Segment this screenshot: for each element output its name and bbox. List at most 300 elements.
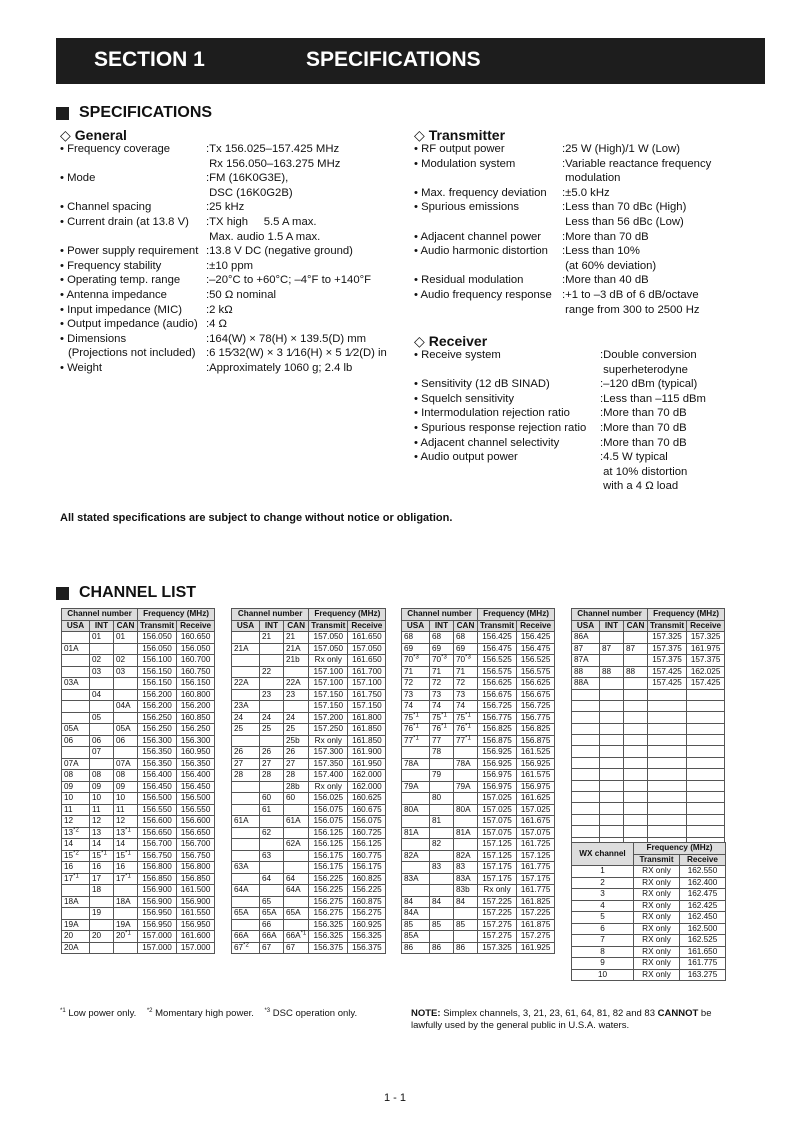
table-cell: 156.575 <box>478 666 517 678</box>
column-header: INT <box>600 620 624 632</box>
table-cell: 157.025 <box>478 804 517 816</box>
column-header: INT <box>90 620 114 632</box>
spec-value: :±10 ppm <box>206 259 254 272</box>
table-cell: 156.425 <box>517 632 555 644</box>
table-cell: 7 <box>572 935 634 947</box>
table-cell: 8 <box>572 946 634 958</box>
table-cell <box>600 723 624 734</box>
group-header-frequency: Frequency (MHz) <box>648 609 725 621</box>
table-cell: RX only <box>634 946 680 958</box>
table-cell: 156.375 <box>309 942 348 954</box>
table-cell: 4 <box>572 900 634 912</box>
table-row <box>402 655 555 667</box>
table-cell <box>454 908 478 920</box>
table-cell: 18 <box>90 885 114 897</box>
spec-row <box>60 200 387 215</box>
spec-row <box>60 230 387 245</box>
table-row <box>402 735 555 747</box>
table-cell <box>572 769 600 780</box>
table-cell <box>260 701 284 713</box>
table-cell: Rx only <box>309 655 348 667</box>
table-cell: 78A <box>454 758 478 770</box>
table-cell: 156.900 <box>177 896 215 908</box>
table-row <box>402 632 555 644</box>
section-number: SECTION 1 <box>94 48 205 71</box>
group-header-channel: Channel number <box>572 609 648 621</box>
table-row <box>62 666 215 678</box>
table-row <box>572 958 726 970</box>
table-cell: 156.225 <box>348 885 386 897</box>
table-cell: 157.125 <box>478 850 517 862</box>
table-cell: 162.000 <box>348 781 386 793</box>
table-cell: 157.125 <box>517 850 555 862</box>
column-header: Receive <box>348 620 386 632</box>
table-cell: 157.225 <box>478 896 517 908</box>
table-row <box>402 712 555 724</box>
table-cell <box>648 814 687 825</box>
table-cell: 16 <box>114 862 138 874</box>
table-row <box>232 689 386 701</box>
table-cell: 156.975 <box>478 770 517 782</box>
table-cell: 156.750 <box>138 850 177 862</box>
table-row <box>232 942 386 954</box>
table-cell: 156.250 <box>138 712 177 724</box>
spec-label <box>414 215 562 230</box>
table-cell <box>600 826 624 837</box>
table-cell <box>90 942 114 954</box>
table-cell <box>90 919 114 931</box>
spec-value: :More than 70 dB <box>600 436 687 449</box>
table-cell: 60 <box>260 793 284 805</box>
table-cell <box>62 655 90 667</box>
table-cell: 10 <box>114 793 138 805</box>
table-cell: 156.300 <box>177 735 215 747</box>
table-row <box>402 701 555 713</box>
spec-label: • Intermodulation rejection ratio <box>414 407 570 420</box>
spec-value: :+1 to –3 dB of 6 dB/octave <box>562 288 699 301</box>
table-cell <box>62 712 90 724</box>
table-row <box>62 873 215 885</box>
table-cell: 01 <box>114 632 138 644</box>
table-row <box>232 781 386 793</box>
spec-value: :Variable reactance frequency <box>562 157 712 170</box>
table-cell: 83 <box>454 862 478 874</box>
table-cell: 27 <box>284 758 309 770</box>
column-header: Receive <box>680 854 726 866</box>
table-cell: 09 <box>90 781 114 793</box>
table-cell: 161.700 <box>348 666 386 678</box>
table-row <box>62 632 215 644</box>
spec-row <box>60 157 387 172</box>
table-cell <box>232 655 260 667</box>
table-cell: 05A <box>62 724 90 736</box>
table-cell: 14 <box>90 839 114 851</box>
section-title: SPECIFICATIONS <box>306 48 481 71</box>
table-cell: 162.450 <box>680 912 726 924</box>
table-cell: 61 <box>260 804 284 816</box>
spec-row <box>60 273 387 288</box>
table-cell: 87 <box>572 643 600 655</box>
table-cell: 28b <box>284 781 309 793</box>
table-row <box>402 678 555 690</box>
table-cell <box>687 769 725 780</box>
table-row <box>572 757 725 768</box>
table-row <box>572 803 725 814</box>
table-cell <box>648 689 687 700</box>
table-cell: 74 <box>454 701 478 713</box>
table-cell: 76$^{*1}$ <box>402 724 430 736</box>
table-cell: 04 <box>90 689 114 701</box>
table-cell <box>260 862 284 874</box>
table-row <box>572 946 726 958</box>
spec-value: at 10% distortion <box>600 465 688 478</box>
table-cell: 67 <box>260 942 284 954</box>
table-cell: 68 <box>454 632 478 644</box>
group-header-frequency: Frequency (MHz) <box>138 609 215 621</box>
table-cell: 156.900 <box>138 896 177 908</box>
table-cell <box>572 712 600 723</box>
table-cell <box>687 780 725 791</box>
table-cell: 156.650 <box>177 827 215 839</box>
table-row <box>62 885 215 897</box>
table-cell: 85A <box>402 931 430 943</box>
table-cell: 161.875 <box>517 919 555 931</box>
table-row <box>62 747 215 759</box>
spec-row <box>414 171 711 186</box>
table-cell: 156.875 <box>478 735 517 747</box>
table-cell <box>114 689 138 701</box>
group-header-frequency: Frequency (MHz) <box>309 609 386 621</box>
table-cell: 156.800 <box>138 862 177 874</box>
table-cell: 23 <box>284 689 309 701</box>
table-row <box>232 896 386 908</box>
table-cell <box>624 632 648 644</box>
wx-frequency-header: Frequency (MHz) <box>634 843 726 855</box>
spec-label: • Audio harmonic distortion <box>414 245 548 258</box>
spec-label: • Current drain (at 13.8 V) <box>60 215 189 228</box>
table-cell <box>687 723 725 734</box>
table-cell: 5 <box>572 912 634 924</box>
table-row <box>232 758 386 770</box>
table-cell: 156.775 <box>478 712 517 724</box>
table-row <box>62 655 215 667</box>
table-cell <box>600 792 624 803</box>
spec-value: :Approximately 1060 g; 2.4 lb <box>206 361 353 374</box>
spec-label: • Dimensions <box>60 332 127 345</box>
table-cell: 157.375 <box>648 643 687 655</box>
diamond-icon: ◇ <box>414 333 425 349</box>
table-cell: 156.400 <box>138 770 177 782</box>
table-cell: 156.325 <box>309 931 348 943</box>
table-row <box>402 804 555 816</box>
spec-label: (Projections not included) <box>68 347 196 360</box>
table-cell: 157.000 <box>138 942 177 954</box>
table-cell: 21 <box>284 632 309 644</box>
spec-label: • Antenna impedance <box>60 288 167 301</box>
table-cell <box>232 873 260 885</box>
table-cell: RX only <box>634 958 680 970</box>
table-cell <box>260 678 284 690</box>
spec-label <box>414 479 600 494</box>
table-row <box>62 758 215 770</box>
table-row <box>232 655 386 667</box>
spec-label: • Audio frequency response <box>414 288 552 301</box>
spec-row <box>414 406 706 421</box>
table-cell: 19 <box>90 908 114 920</box>
table-cell: 161.650 <box>348 655 386 667</box>
table-cell: 81A <box>402 827 430 839</box>
table-cell: 21A <box>232 643 260 655</box>
table-cell: 07A <box>62 758 90 770</box>
table-row <box>402 643 555 655</box>
table-cell: 156.450 <box>138 781 177 793</box>
footnote-1: $^{*1}$ Low power only. <box>60 1007 137 1019</box>
table-row <box>232 770 386 782</box>
table-cell: 157.175 <box>478 873 517 885</box>
table-cell: 161.725 <box>517 839 555 851</box>
table-row <box>232 839 386 851</box>
table-cell: 160.775 <box>348 850 386 862</box>
table-row <box>232 747 386 759</box>
table-cell: 03A <box>62 678 90 690</box>
table-cell: 160.650 <box>177 632 215 644</box>
table-cell: 77 <box>430 735 454 747</box>
table-row <box>232 931 386 943</box>
table-cell: 84 <box>454 896 478 908</box>
spec-value: :Double conversion <box>600 349 697 361</box>
spec-value: :13.8 V DC (negative ground) <box>206 245 353 258</box>
table-cell: 66 <box>260 919 284 931</box>
spec-value: :Less than –115 dBm <box>600 392 706 405</box>
table-cell: 157.000 <box>177 942 215 954</box>
diamond-icon: ◇ <box>414 127 425 143</box>
spec-row <box>60 332 387 347</box>
table-cell: 79A <box>454 781 478 793</box>
table-cell <box>62 747 90 759</box>
table-cell: 156.075 <box>309 816 348 828</box>
spec-value: :6 15⁄32(W) × 3 1⁄16(H) × 5 1⁄2(D) in <box>206 347 387 360</box>
table-cell <box>430 873 454 885</box>
table-cell: 16 <box>90 862 114 874</box>
table-row <box>62 701 215 713</box>
table-cell <box>572 792 600 803</box>
spec-value: :164(W) × 78(H) × 139.5(D) mm <box>206 332 367 345</box>
table-cell: 84 <box>430 896 454 908</box>
table-row <box>232 885 386 897</box>
table-cell: 156.950 <box>177 919 215 931</box>
table-row <box>62 643 215 655</box>
table-cell: 62 <box>260 827 284 839</box>
table-cell: 23 <box>260 689 284 701</box>
table-cell: RX only <box>634 900 680 912</box>
table-cell <box>284 804 309 816</box>
table-cell <box>90 758 114 770</box>
spec-label: • Modulation system <box>414 157 516 170</box>
table-row <box>232 678 386 690</box>
table-cell <box>600 712 624 723</box>
column-header: Transmit <box>634 854 680 866</box>
table-cell <box>62 701 90 713</box>
table-cell <box>687 689 725 700</box>
table-cell: 77$^{*1}$ <box>454 735 478 747</box>
table-cell: 22A <box>232 678 260 690</box>
table-cell: 28 <box>232 770 260 782</box>
section-header-bar <box>56 38 765 84</box>
spec-value: :25 W (High)/1 W (Low) <box>562 143 681 155</box>
table-cell: 161.650 <box>348 632 386 644</box>
table-row <box>62 724 215 736</box>
group-header-frequency: Frequency (MHz) <box>478 609 555 621</box>
spec-row <box>60 288 387 303</box>
table-cell: 12 <box>114 816 138 828</box>
table-row <box>402 747 555 759</box>
table-cell: 12 <box>62 816 90 828</box>
table-cell: 03 <box>90 666 114 678</box>
spec-value: :Less than 10% <box>562 245 640 258</box>
spec-value: Rx 156.050–163.275 MHz <box>206 157 341 170</box>
table-cell <box>232 804 260 816</box>
table-cell: 65A <box>284 908 309 920</box>
table-cell <box>600 735 624 746</box>
table-cell <box>572 746 600 757</box>
table-cell <box>232 919 260 931</box>
column-header: Transmit <box>138 620 177 632</box>
table-row <box>572 923 726 935</box>
table-row <box>402 839 555 851</box>
table-cell <box>232 666 260 678</box>
spec-value: :FM (16K0G3E), <box>206 172 289 185</box>
spec-row <box>414 436 706 451</box>
table-cell: 160.825 <box>348 873 386 885</box>
table-cell <box>454 747 478 759</box>
table-cell: 156.575 <box>517 666 555 678</box>
table-cell: 74 <box>430 701 454 713</box>
table-cell <box>624 700 648 711</box>
table-cell: 14 <box>114 839 138 851</box>
table-cell: 156.400 <box>177 770 215 782</box>
table-cell: 25 <box>284 724 309 736</box>
table-cell <box>624 723 648 734</box>
table-cell <box>62 666 90 678</box>
spec-label: • Residual modulation <box>414 274 524 287</box>
table-cell: 76$^{*1}$ <box>454 724 478 736</box>
table-cell: 156.850 <box>177 873 215 885</box>
table-cell: 07 <box>90 747 114 759</box>
table-row <box>572 655 725 667</box>
table-cell <box>260 655 284 667</box>
table-cell <box>90 724 114 736</box>
table-cell <box>600 757 624 768</box>
table-cell: 156.875 <box>517 735 555 747</box>
table-cell: 156.625 <box>478 678 517 690</box>
channel-note: NOTE: Simplex channels, 3, 21, 23, 61, 64, 81, 82 and 83 CANNOT be lawfully used by the general public in U.S.A. waters. <box>411 1008 712 1031</box>
table-cell: 157.300 <box>309 747 348 759</box>
spec-row <box>60 142 387 157</box>
table-cell: 157.350 <box>309 758 348 770</box>
table-cell: 156.250 <box>138 724 177 736</box>
table-cell: 80 <box>430 793 454 805</box>
table-cell <box>402 747 430 759</box>
table-cell <box>648 792 687 803</box>
table-cell: 17$^{*1}$ <box>62 873 90 885</box>
table-cell: 157.225 <box>478 908 517 920</box>
table-cell: 162.550 <box>680 866 726 878</box>
table-cell: 156.950 <box>138 908 177 920</box>
table-row <box>402 816 555 828</box>
table-row <box>232 701 386 713</box>
spec-value: range from 300 to 2500 Hz <box>562 303 700 316</box>
table-cell <box>624 803 648 814</box>
receiver-heading: ◇ Receiver <box>414 333 488 349</box>
table-cell: 157.400 <box>309 770 348 782</box>
table-cell <box>260 816 284 828</box>
table-cell: 77$^{*1}$ <box>402 735 430 747</box>
table-cell: RX only <box>634 969 680 981</box>
table-cell: 65A <box>260 908 284 920</box>
transmitter-heading: ◇ Transmitter <box>414 127 506 143</box>
table-cell <box>232 896 260 908</box>
table-cell: 71 <box>402 666 430 678</box>
footnote-3: $^{*3}$ DSC operation only. <box>264 1007 358 1019</box>
table-cell <box>402 862 430 874</box>
table-cell <box>114 712 138 724</box>
table-cell <box>454 816 478 828</box>
table-cell: 73 <box>402 689 430 701</box>
table-cell: 86A <box>572 632 600 644</box>
spec-value: :50 Ω nominal <box>206 288 276 301</box>
table-cell: 20A <box>62 942 90 954</box>
table-cell: 156.325 <box>348 931 386 943</box>
table-row <box>62 908 215 920</box>
table-cell: 17 <box>90 873 114 885</box>
table-cell: RX only <box>634 935 680 947</box>
table-cell: 156.650 <box>138 827 177 839</box>
table-cell: 160.750 <box>177 666 215 678</box>
table-cell <box>284 827 309 839</box>
table-cell: 156.150 <box>177 678 215 690</box>
table-cell: 157.225 <box>517 908 555 920</box>
table-row <box>572 700 725 711</box>
table-cell: 156.475 <box>478 643 517 655</box>
table-cell: 61A <box>284 816 309 828</box>
table-cell: 157.050 <box>309 643 348 655</box>
spec-row <box>414 215 711 230</box>
table-cell: 156.625 <box>517 678 555 690</box>
table-cell <box>572 700 600 711</box>
table-row <box>232 850 386 862</box>
table-cell <box>572 814 600 825</box>
table-cell: 157.425 <box>648 678 687 690</box>
table-cell: 156.500 <box>177 793 215 805</box>
table-cell: Rx only <box>309 735 348 747</box>
table-cell <box>687 735 725 746</box>
table-row <box>62 793 215 805</box>
table-cell: 157.325 <box>478 942 517 954</box>
table-cell: 156.825 <box>478 724 517 736</box>
table-cell: 157.375 <box>648 655 687 667</box>
table-cell <box>90 678 114 690</box>
table-cell <box>430 804 454 816</box>
channel-table-1 <box>61 608 215 954</box>
table-row <box>232 793 386 805</box>
spec-row <box>414 200 711 215</box>
table-cell <box>232 793 260 805</box>
table-cell: 12 <box>90 816 114 828</box>
table-cell: 156.975 <box>517 781 555 793</box>
table-row <box>232 908 386 920</box>
table-cell: 156.725 <box>478 701 517 713</box>
table-cell: 157.025 <box>478 793 517 805</box>
